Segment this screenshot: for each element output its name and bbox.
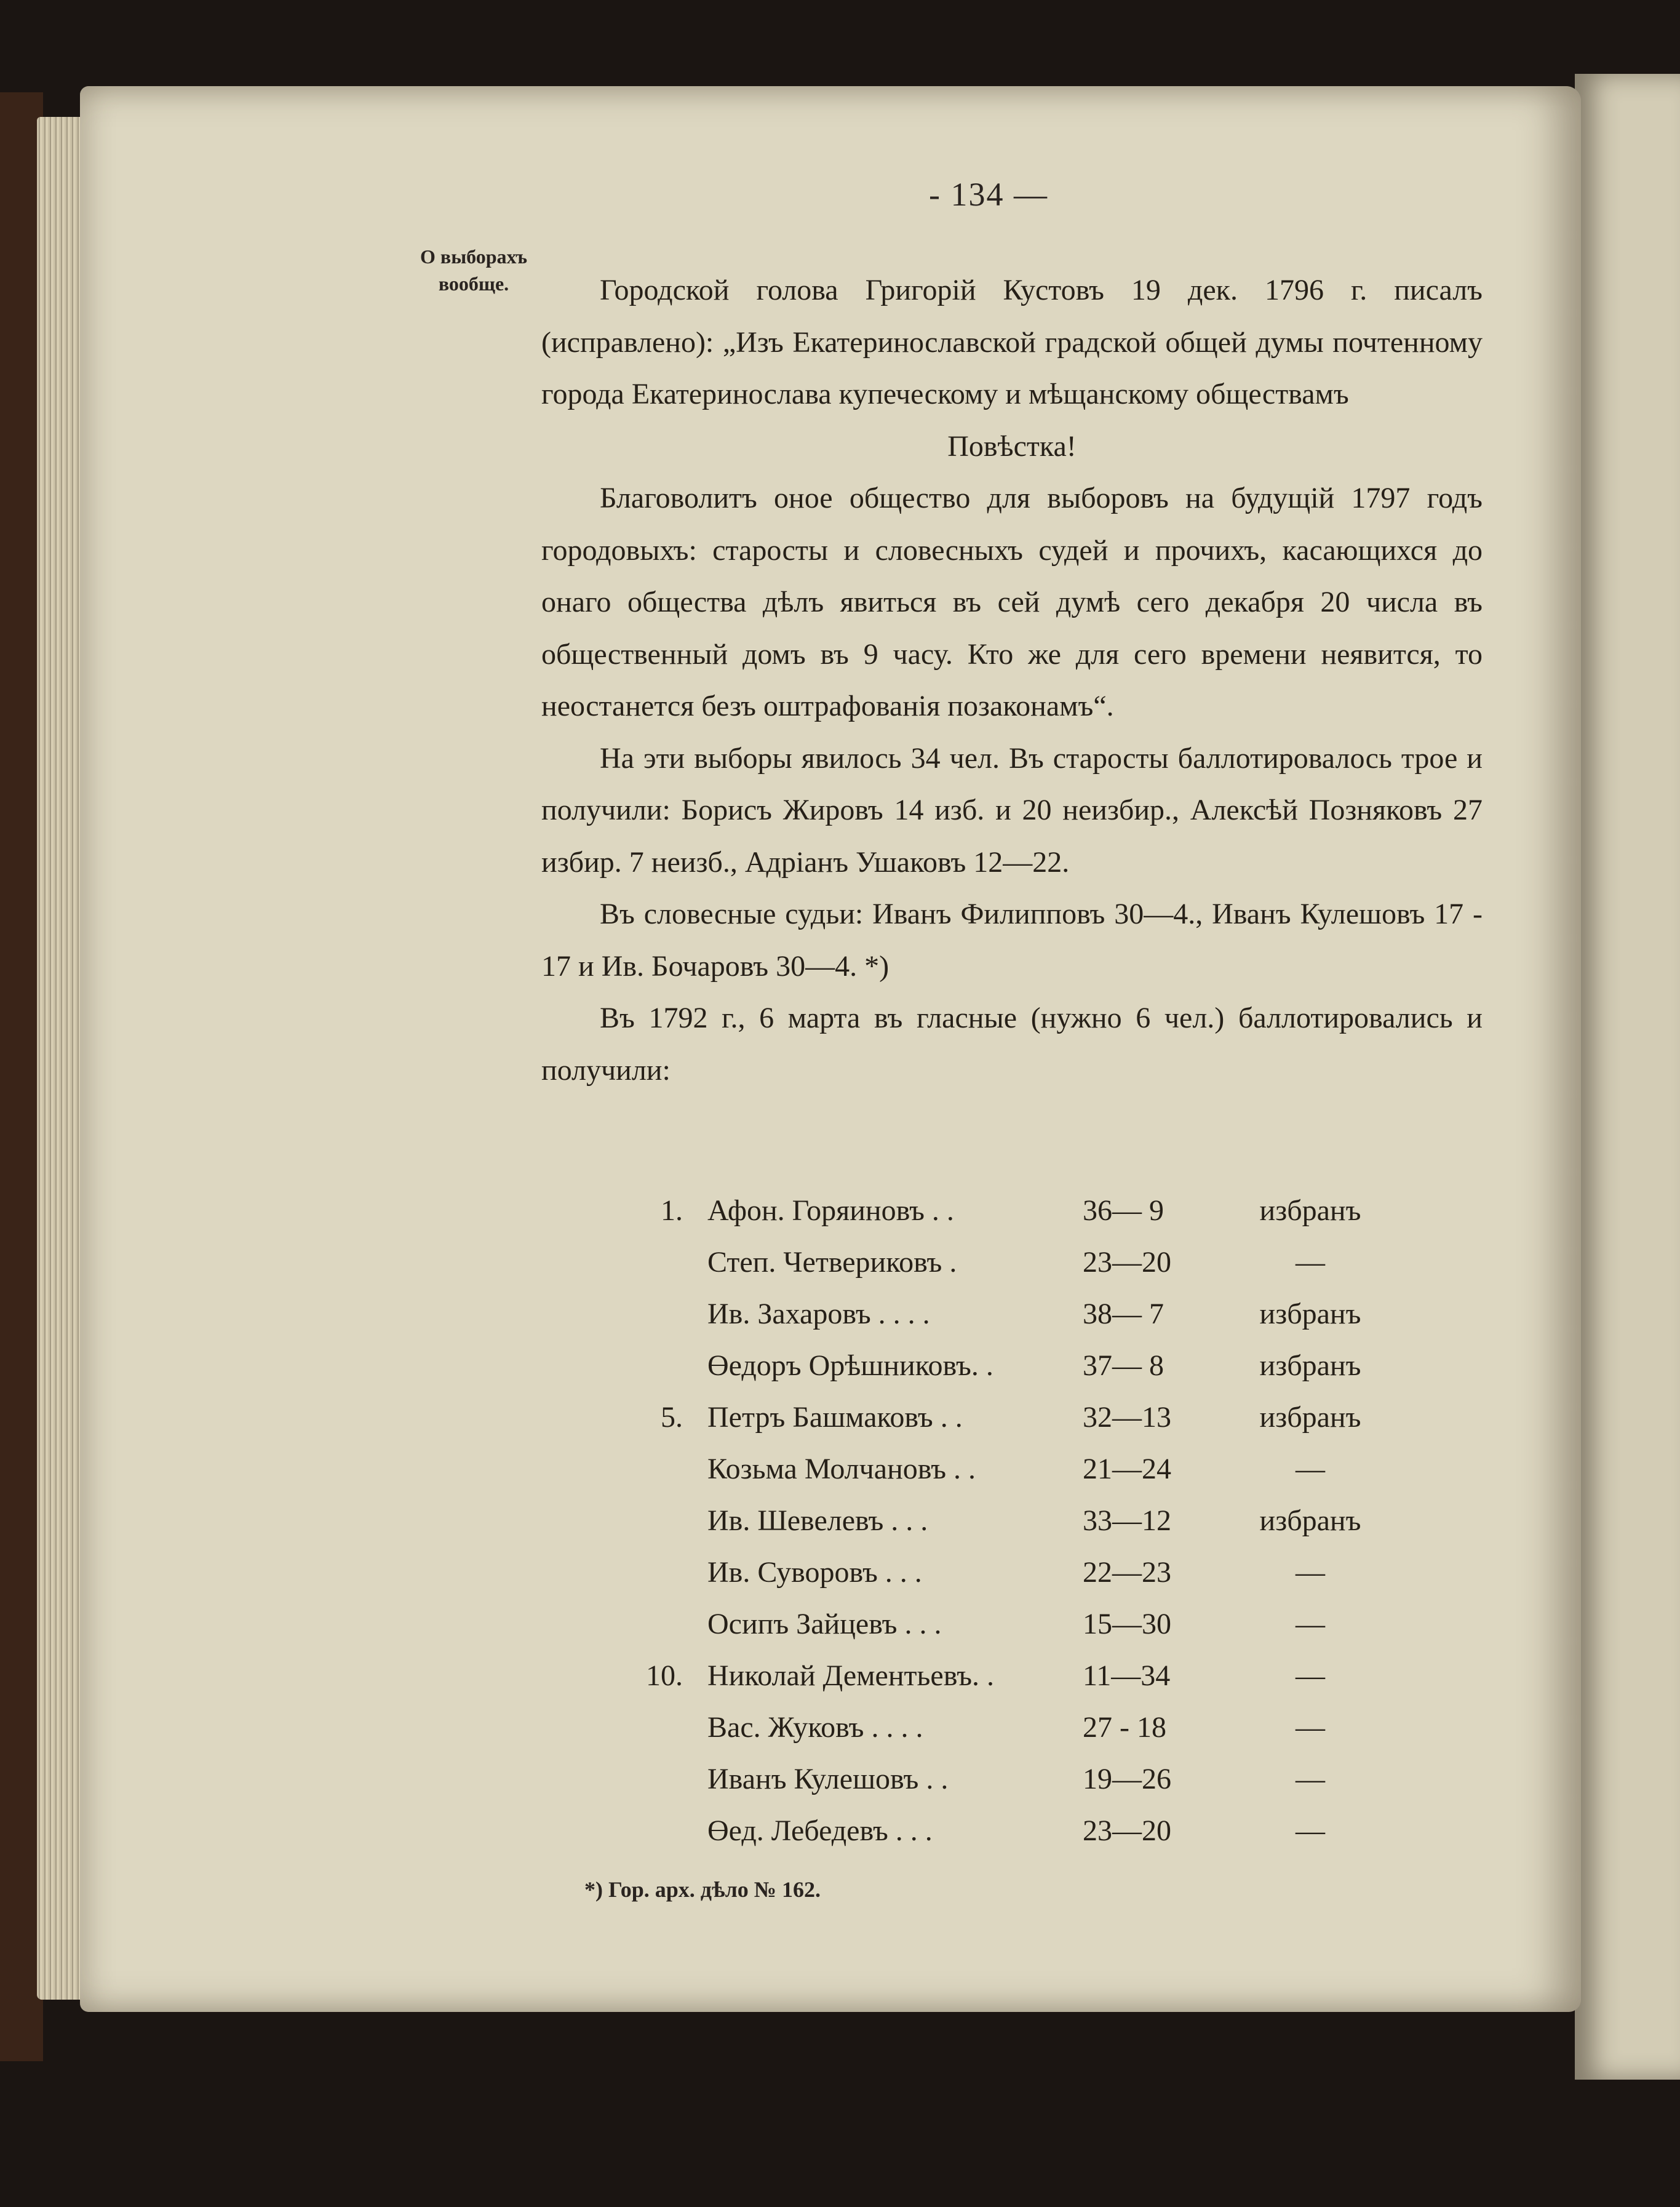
item-number: 1. — [661, 1194, 683, 1227]
list-item — [609, 1245, 1439, 1297]
election-status: избранъ — [1259, 1401, 1361, 1434]
margin-note: О выборахъ вообще. — [420, 245, 527, 295]
item-number: 10. — [646, 1659, 683, 1692]
list-item — [609, 1452, 1439, 1504]
election-status: — — [1296, 1453, 1325, 1485]
candidate-name: Козьма Молчановъ . . — [707, 1453, 976, 1485]
candidate-name: Ив. Захаровъ . . . . — [707, 1298, 930, 1330]
vote-count: 23—20 — [1083, 1246, 1171, 1279]
candidate-name: Иванъ Кулешовъ . . — [707, 1763, 949, 1795]
election-status: — — [1296, 1556, 1325, 1589]
vote-count: 36— 9 — [1083, 1194, 1164, 1227]
list-item — [609, 1607, 1439, 1659]
vote-count: 38— 7 — [1083, 1298, 1164, 1330]
election-status: — — [1296, 1711, 1325, 1744]
list-item — [609, 1659, 1439, 1710]
list-item — [609, 1814, 1439, 1866]
vote-count: 33—12 — [1083, 1504, 1171, 1537]
paragraph: На эти выборы явилось 34 чел. Въ старосты баллотировалось трое и получили: Борисъ Жировъ 14 изб. и 20 неизбир., Алексѣй Позняковъ 27 избир. 7 неизб., Адріанъ Ушаковъ 12—22. — [541, 741, 1483, 879]
election-status: избранъ — [1259, 1298, 1361, 1330]
vote-count: 22—23 — [1083, 1556, 1171, 1589]
vote-count: 37— 8 — [1083, 1349, 1164, 1382]
candidate-name: Өед. Лебедевъ . . . — [707, 1814, 933, 1847]
paragraph: Благоволитъ оное общество для выборовъ на будущій 1797 годъ городовыхъ: старосты и словесныхъ судей и прочихъ, касающихся до онаго общества дѣлъ явиться въ сей думѣ сего декабря 20 числа въ общественный домъ въ 9 часу. Кто же для сего времени неявится, то неостанется безъ оштрафованія позаконамъ“. — [541, 482, 1483, 722]
list-item — [609, 1762, 1439, 1814]
candidate-name: Ив. Суворовъ . . . — [707, 1556, 922, 1589]
candidates-list — [609, 1194, 1439, 1866]
vote-count: 23—20 — [1083, 1814, 1171, 1847]
election-status: — — [1296, 1763, 1325, 1795]
paragraph: Въ 1792 г., 6 марта въ гласные (нужно 6 чел.) баллотировались и получили: — [541, 1002, 1483, 1087]
footnote: *) Гор. арх. дѣло № 162. — [584, 1877, 821, 1902]
list-item — [609, 1297, 1439, 1349]
vote-count: 15—30 — [1083, 1608, 1171, 1640]
item-number: 5. — [661, 1401, 683, 1434]
list-item — [609, 1555, 1439, 1607]
notice-heading: Повѣстка! — [947, 429, 1077, 463]
election-status: — — [1296, 1608, 1325, 1640]
list-item — [609, 1194, 1439, 1245]
list-item — [609, 1400, 1439, 1452]
candidate-name: Степ. Четвериковъ . — [707, 1246, 957, 1279]
paragraph: Городской голова Григорій Кустовъ 19 дек. 1796 г. писалъ (исправлено): „Изъ Екатеринославской градской общей думы почтенному города Екатеринослава купеческому и мѣщанскому обществамъ — [541, 274, 1483, 410]
candidate-name: Өедоръ Орѣшниковъ. . — [707, 1349, 993, 1382]
list-item — [609, 1349, 1439, 1400]
vote-count: 11—34 — [1083, 1659, 1171, 1692]
election-status: — — [1296, 1246, 1325, 1279]
vote-count: 21—24 — [1083, 1453, 1171, 1485]
candidate-name: Вас. Жуковъ . . . . — [707, 1711, 923, 1744]
body-text — [541, 265, 1483, 1096]
list-item — [609, 1504, 1439, 1555]
vote-count: 32—13 — [1083, 1401, 1171, 1434]
election-status: — — [1296, 1814, 1325, 1847]
page-number: - 134 — — [929, 176, 1048, 213]
list-item — [609, 1710, 1439, 1762]
candidate-name: Петръ Башмаковъ . . — [707, 1401, 963, 1434]
vote-count: 19—26 — [1083, 1763, 1171, 1795]
election-status: избранъ — [1259, 1194, 1361, 1227]
candidate-name: Афон. Горяиновъ . . — [707, 1194, 954, 1227]
vote-count: 27 - 18 — [1083, 1711, 1166, 1744]
candidate-name: Николай Дементьевъ. . — [707, 1659, 995, 1692]
facing-page — [1575, 74, 1680, 2080]
candidate-name: Осипъ Зайцевъ . . . — [707, 1608, 942, 1640]
election-status: — — [1296, 1659, 1325, 1692]
election-status: избранъ — [1259, 1349, 1361, 1382]
candidate-name: Ив. Шевелевъ . . . — [707, 1504, 928, 1537]
election-status: избранъ — [1259, 1504, 1361, 1537]
paragraph: Въ словесные судьи: Иванъ Филипповъ 30—4., Иванъ Кулешовъ 17 - 17 и Ив. Бочаровъ 30—4. *) — [541, 898, 1483, 983]
